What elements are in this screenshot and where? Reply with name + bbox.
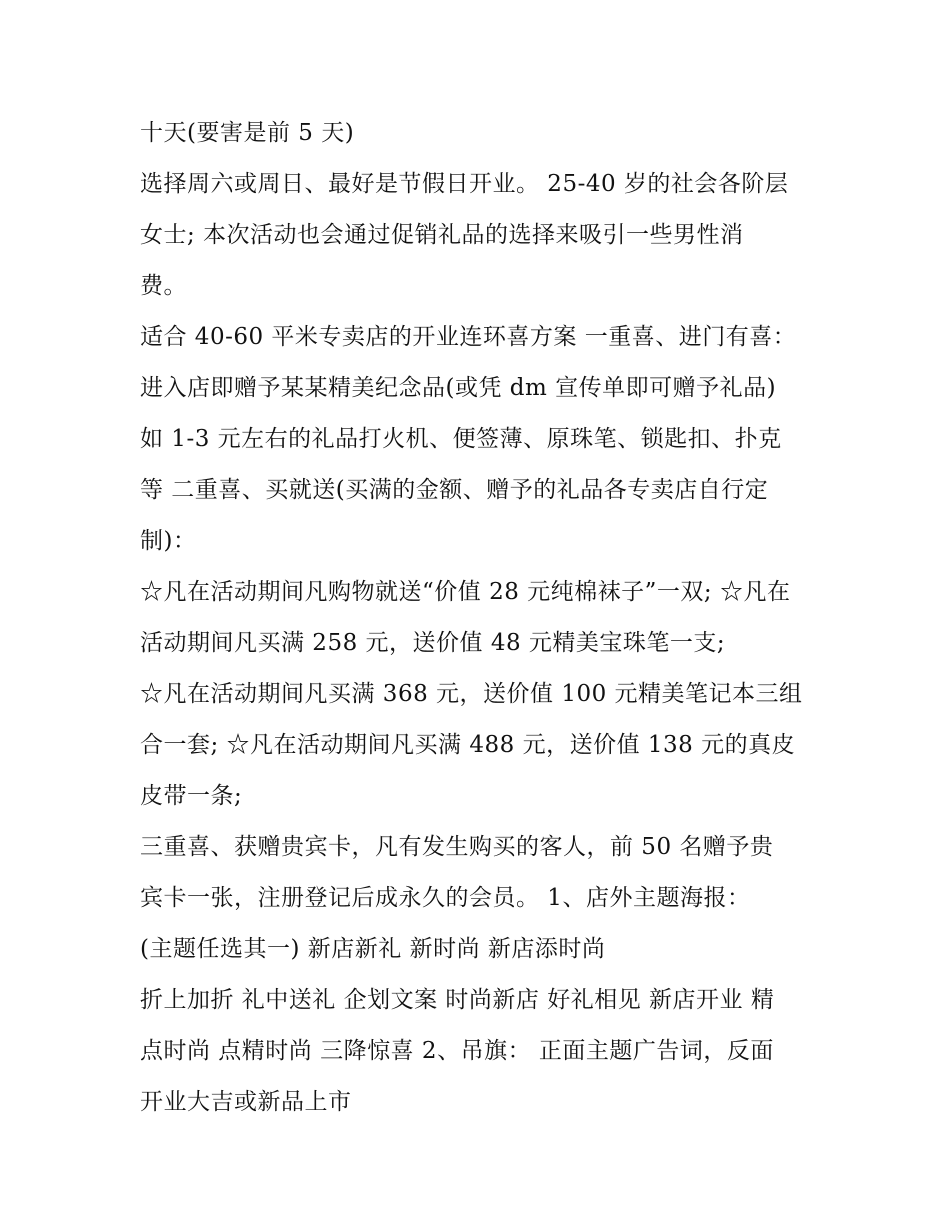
text-line: 女士; 本次活动也会通过促销礼品的选择来吸引一些男性消 bbox=[140, 222, 744, 248]
text-line: 开业大吉或新品上市 bbox=[140, 1089, 352, 1115]
document-body bbox=[140, 108, 820, 1128]
text-line: 进入店即赠予某某精美纪念品(或凭 dm 宣传单即可赠予礼品) bbox=[140, 375, 777, 401]
text-line: 十天(要害是前 5 天) bbox=[140, 120, 355, 146]
text-line: 制)： bbox=[140, 528, 197, 554]
text-line: 费。 bbox=[140, 273, 187, 299]
text-line: 三重喜、获赠贵宾卡，凡有发生购买的客人，前 50 名赠予贵 bbox=[140, 834, 774, 860]
text-line: 适合 40-60 平米专卖店的开业连环喜方案 一重喜、进门有喜： bbox=[140, 324, 797, 350]
text-line: 选择周六或周日、最好是节假日开业。 25-40 岁的社会各阶层 bbox=[140, 171, 789, 197]
text-line: 如 1-3 元左右的礼品打火机、便签薄、原珠笔、锁匙扣、扑克 bbox=[140, 426, 782, 452]
text-line: ☆凡在活动期间凡购物就送“价值 28 元纯棉袜子”一双; ☆凡在 bbox=[140, 579, 791, 605]
text-line: 合一套; ☆凡在活动期间凡买满 488 元，送价值 138 元的真皮 bbox=[140, 732, 796, 758]
text-line: 等 二重喜、买就送(买满的金额、赠予的礼品各专卖店自行定 bbox=[140, 477, 769, 503]
text-line: 折上加折 礼中送礼 企划文案 时尚新店 好礼相见 新店开业 精 bbox=[140, 987, 775, 1013]
text-line: 点时尚 点精时尚 三降惊喜 2、吊旗： 正面主题广告词，反面 bbox=[140, 1038, 774, 1064]
text-line: 皮带一条; bbox=[140, 783, 243, 809]
text-line: ☆凡在活动期间凡买满 368 元，送价值 100 元精美笔记本三组 bbox=[140, 681, 803, 707]
text-line: 宾卡一张，注册登记后成永久的会员。 1、店外主题海报： bbox=[140, 885, 751, 911]
text-line: (主题任选其一) 新店新礼 新时尚 新店添时尚 bbox=[140, 936, 606, 962]
text-line: 活动期间凡买满 258 元，送价值 48 元精美宝珠笔一支; bbox=[140, 630, 726, 656]
